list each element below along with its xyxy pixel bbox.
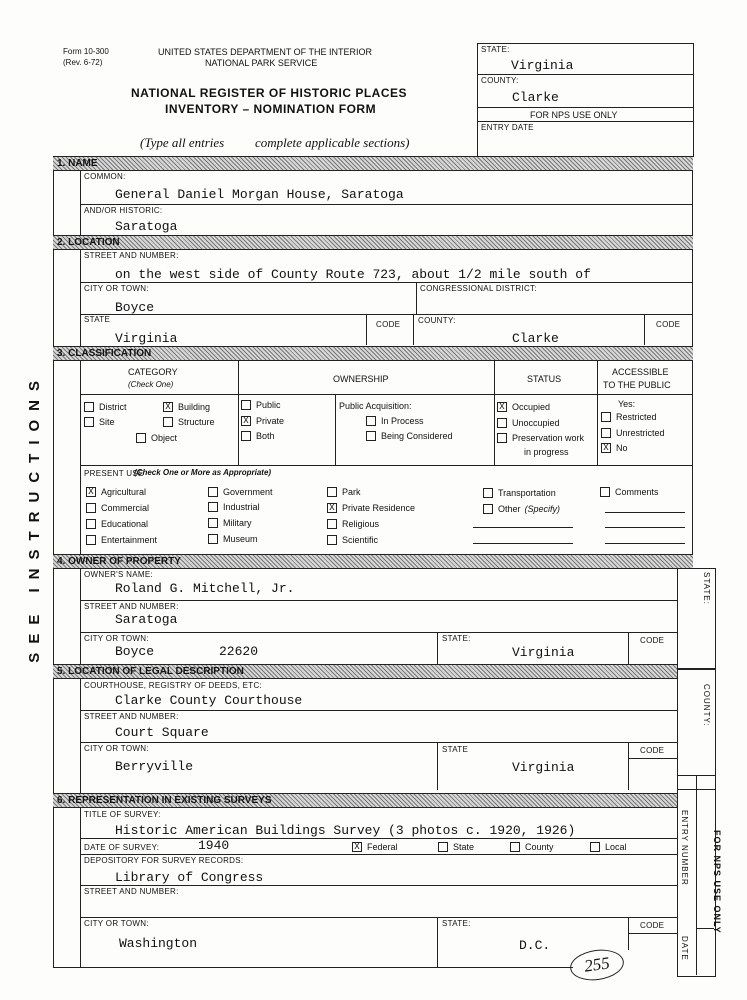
ownership-private-checkbox[interactable]: X <box>241 416 251 426</box>
use-religious[interactable]: Religious <box>327 519 379 529</box>
category-building[interactable]: X Building <box>163 402 210 412</box>
service-name: NATIONAL PARK SERVICE <box>205 58 318 68</box>
common-name-value: General Daniel Morgan House, Saratoga <box>115 187 404 202</box>
location-city-value: Boyce <box>115 300 155 315</box>
survey-code-label: CODE <box>640 921 665 930</box>
use-other[interactable]: Other (Specify) <box>483 504 560 514</box>
section-name-header: 1. NAME <box>53 156 693 171</box>
section-classification-header: 3. CLASSIFICATION <box>53 346 693 361</box>
use-agricultural-checkbox[interactable]: X <box>86 487 96 497</box>
accessible-heading-1: ACCESSIBLE <box>612 367 669 377</box>
category-site[interactable]: Site <box>84 417 115 427</box>
owner-city-label: CITY OR TOWN: <box>84 634 149 643</box>
use-other-specify: (Specify) <box>524 504 561 514</box>
category-district-checkbox[interactable] <box>84 402 94 412</box>
surveys-side-nps-use: FOR NPS USE ONLY <box>712 830 722 934</box>
level-county-checkbox[interactable] <box>510 842 520 852</box>
level-local[interactable]: Local <box>590 842 627 852</box>
access-no-checkbox[interactable]: X <box>601 443 611 453</box>
survey-city-label: CITY OR TOWN: <box>84 919 149 928</box>
ownership-heading: OWNERSHIP <box>333 374 389 384</box>
use-other-checkbox[interactable] <box>483 504 493 514</box>
type-instruction-b: complete applicable sections) <box>255 135 410 150</box>
access-yes-label: Yes: <box>618 399 636 409</box>
legal-state-value: Virginia <box>512 760 575 775</box>
corner-county-value: Clarke <box>512 90 559 105</box>
category-object-checkbox[interactable] <box>136 433 146 443</box>
status-preservation-checkbox[interactable] <box>497 433 507 443</box>
level-state[interactable]: State <box>438 842 474 852</box>
legal-side-county-label: COUNTY: <box>702 684 711 727</box>
category-structure-checkbox[interactable] <box>163 417 173 427</box>
section-legal-description-header: 5. LOCATION OF LEGAL DESCRIPTION <box>53 664 677 679</box>
present-use-label: PRESENT USE <box>84 469 144 478</box>
owner-city-value: Boyce <box>115 644 155 659</box>
use-industrial[interactable]: Industrial <box>208 502 260 512</box>
section-surveys-header: 6. REPRESENTATION IN EXISTING SURVEYS <box>53 793 677 808</box>
survey-title-value: Historic American Buildings Survey (3 photos c. 1920, 1926) <box>115 823 576 838</box>
category-building-checkbox[interactable]: X <box>163 402 173 412</box>
owner-name-value: Roland G. Mitchell, Jr. <box>115 581 295 596</box>
corner-state-label: STATE: <box>481 45 510 54</box>
ownership-both[interactable]: Both <box>241 431 275 441</box>
corner-nps-use: FOR NPS USE ONLY <box>530 110 618 120</box>
use-scientific[interactable]: Scientific <box>327 535 378 545</box>
level-federal-checkbox[interactable]: X <box>352 842 362 852</box>
ownership-both-checkbox[interactable] <box>241 431 251 441</box>
survey-state-value: D.C. <box>519 938 551 953</box>
form-title-line1: NATIONAL REGISTER OF HISTORIC PLACES <box>131 86 408 100</box>
use-park[interactable]: Park <box>327 487 361 497</box>
section-owner-header: 4. OWNER OF PROPERTY <box>53 554 693 569</box>
use-comments-checkbox[interactable] <box>600 487 610 497</box>
use-park-checkbox[interactable] <box>327 487 337 497</box>
location-state-label: STATE <box>84 315 111 324</box>
present-use-hint: (Check One or More as Appropriate) <box>134 468 272 477</box>
location-county-value: Clarke <box>512 331 559 346</box>
owner-state-value: Virginia <box>512 645 575 660</box>
level-local-checkbox[interactable] <box>590 842 600 852</box>
owner-street-label: STREET AND NUMBER: <box>84 602 179 611</box>
use-transportation[interactable]: Transportation <box>483 488 556 498</box>
use-commercial-checkbox[interactable] <box>86 503 96 513</box>
form-revision: (Rev. 6-72) <box>63 58 103 67</box>
location-street-label: STREET AND NUMBER: <box>84 251 179 260</box>
depository-value: Library of Congress <box>115 870 264 885</box>
accessible-heading-2: TO THE PUBLIC <box>603 380 671 390</box>
use-comments[interactable]: Comments <box>600 487 659 497</box>
use-educational-checkbox[interactable] <box>86 519 96 529</box>
use-private-residence[interactable]: X Private Residence <box>327 503 415 513</box>
use-government[interactable]: Government <box>208 487 273 497</box>
use-industrial-checkbox[interactable] <box>208 502 218 512</box>
access-restricted-checkbox[interactable] <box>601 412 611 422</box>
historic-name-value: Saratoga <box>115 219 178 234</box>
legal-street-label: STREET AND NUMBER: <box>84 712 179 721</box>
use-entertainment[interactable]: Entertainment <box>86 535 157 545</box>
congressional-district-label: CONGRESSIONAL DISTRICT: <box>420 284 537 293</box>
owner-state-label: STATE: <box>442 634 471 643</box>
use-entertainment-checkbox[interactable] <box>86 535 96 545</box>
level-federal[interactable]: X Federal <box>352 842 398 852</box>
acquisition-being-considered-checkbox[interactable] <box>366 431 376 441</box>
legal-city-label: CITY OR TOWN: <box>84 744 149 753</box>
corner-county-label: COUNTY: <box>481 76 519 85</box>
use-museum[interactable]: Museum <box>208 534 258 544</box>
use-commercial[interactable]: Commercial <box>86 503 149 513</box>
historic-name-label: AND/OR HISTORIC: <box>84 206 163 215</box>
use-military[interactable]: Military <box>208 518 252 528</box>
survey-title-label: TITLE OF SURVEY: <box>84 810 161 819</box>
status-preservation-work[interactable]: Preservation work <box>497 433 584 443</box>
location-street-value: on the west side of County Route 723, about 1/2 mile south of <box>115 267 591 282</box>
courthouse-value: Clarke County Courthouse <box>115 693 303 708</box>
access-unrestricted-checkbox[interactable] <box>601 428 611 438</box>
use-government-checkbox[interactable] <box>208 487 218 497</box>
status-unoccupied-checkbox[interactable] <box>497 418 507 428</box>
use-religious-checkbox[interactable] <box>327 519 337 529</box>
access-unrestricted[interactable]: Unrestricted <box>601 428 665 438</box>
status-in-progress: in progress <box>524 447 569 457</box>
legal-code-label: CODE <box>640 746 665 755</box>
legal-state-label: STATE <box>442 745 469 754</box>
acquisition-being-considered[interactable]: Being Considered <box>366 431 453 441</box>
survey-date-value: 1940 <box>198 838 230 853</box>
use-military-checkbox[interactable] <box>208 518 218 528</box>
depository-label: DEPOSITORY FOR SURVEY RECORDS: <box>84 856 244 865</box>
access-restricted[interactable]: Restricted <box>601 412 657 422</box>
owner-street-value: Saratoga <box>115 612 178 627</box>
legal-city-value: Berryville <box>115 759 194 774</box>
category-district[interactable]: District <box>84 402 127 412</box>
owner-side-state-label: STATE: <box>702 572 711 605</box>
location-county-code-label: CODE <box>656 320 681 329</box>
location-state-value: Virginia <box>115 331 178 346</box>
use-scientific-checkbox[interactable] <box>327 535 337 545</box>
owner-code-label: CODE <box>640 636 665 645</box>
location-state-code-label: CODE <box>376 320 401 329</box>
location-county-label: COUNTY: <box>418 316 456 325</box>
public-acquisition-label: Public Acquisition: <box>339 401 412 411</box>
nps-corner-box <box>477 43 694 157</box>
ownership-public-checkbox[interactable] <box>241 400 251 410</box>
acquisition-in-process-checkbox[interactable] <box>366 416 376 426</box>
category-subheading: (Check One) <box>128 380 174 389</box>
form-title-line2: INVENTORY – NOMINATION FORM <box>165 102 377 116</box>
department-name: UNITED STATES DEPARTMENT OF THE INTERIOR <box>158 47 373 57</box>
category-site-checkbox[interactable] <box>84 417 94 427</box>
survey-city-value: Washington <box>119 936 198 951</box>
corner-entry-date-label: ENTRY DATE <box>481 123 534 132</box>
common-name-label: COMMON: <box>84 172 126 181</box>
legal-street-value: Court Square <box>115 725 209 740</box>
owner-name-label: OWNER'S NAME: <box>84 570 153 579</box>
surveys-side-entry-number: ENTRY NUMBER <box>680 810 689 886</box>
location-city-label: CITY OR TOWN: <box>84 284 149 293</box>
status-occupied[interactable]: X Occupied <box>497 402 550 412</box>
owner-zip-value: 22620 <box>219 644 259 659</box>
use-private-residence-checkbox[interactable]: X <box>327 503 337 513</box>
survey-state-label: STATE: <box>442 919 471 928</box>
form-number: Form 10-300 <box>63 47 109 56</box>
category-object[interactable]: Object <box>136 433 177 443</box>
acquisition-in-process[interactable]: In Process <box>366 416 424 426</box>
status-heading: STATUS <box>527 374 562 384</box>
corner-state-value: Virginia <box>511 58 574 73</box>
surveys-side-date: DATE <box>680 936 689 961</box>
section-location-header: 2. LOCATION <box>53 235 693 250</box>
use-agricultural[interactable]: X Agricultural <box>86 487 146 497</box>
use-educational[interactable]: Educational <box>86 519 148 529</box>
status-unoccupied[interactable]: Unoccupied <box>497 418 560 428</box>
survey-date-label: DATE OF SURVEY: <box>84 843 160 852</box>
status-occupied-checkbox[interactable]: X <box>497 402 507 412</box>
ownership-private[interactable]: X Private <box>241 416 284 426</box>
level-county[interactable]: County <box>510 842 554 852</box>
type-instruction-a: (Type all entries <box>140 135 225 150</box>
category-structure[interactable]: Structure <box>163 417 215 427</box>
use-museum-checkbox[interactable] <box>208 534 218 544</box>
category-heading: CATEGORY <box>128 367 178 377</box>
use-transportation-checkbox[interactable] <box>483 488 493 498</box>
handwritten-page-number: 255 <box>568 946 626 983</box>
see-instructions-side-text: SEE INSTRUCTIONS <box>26 372 43 663</box>
access-no[interactable]: X No <box>601 443 628 453</box>
level-state-checkbox[interactable] <box>438 842 448 852</box>
survey-street-label: STREET AND NUMBER: <box>84 887 179 896</box>
ownership-public[interactable]: Public <box>241 400 281 410</box>
courthouse-label: COURTHOUSE, REGISTRY OF DEEDS, ETC: <box>84 681 263 690</box>
